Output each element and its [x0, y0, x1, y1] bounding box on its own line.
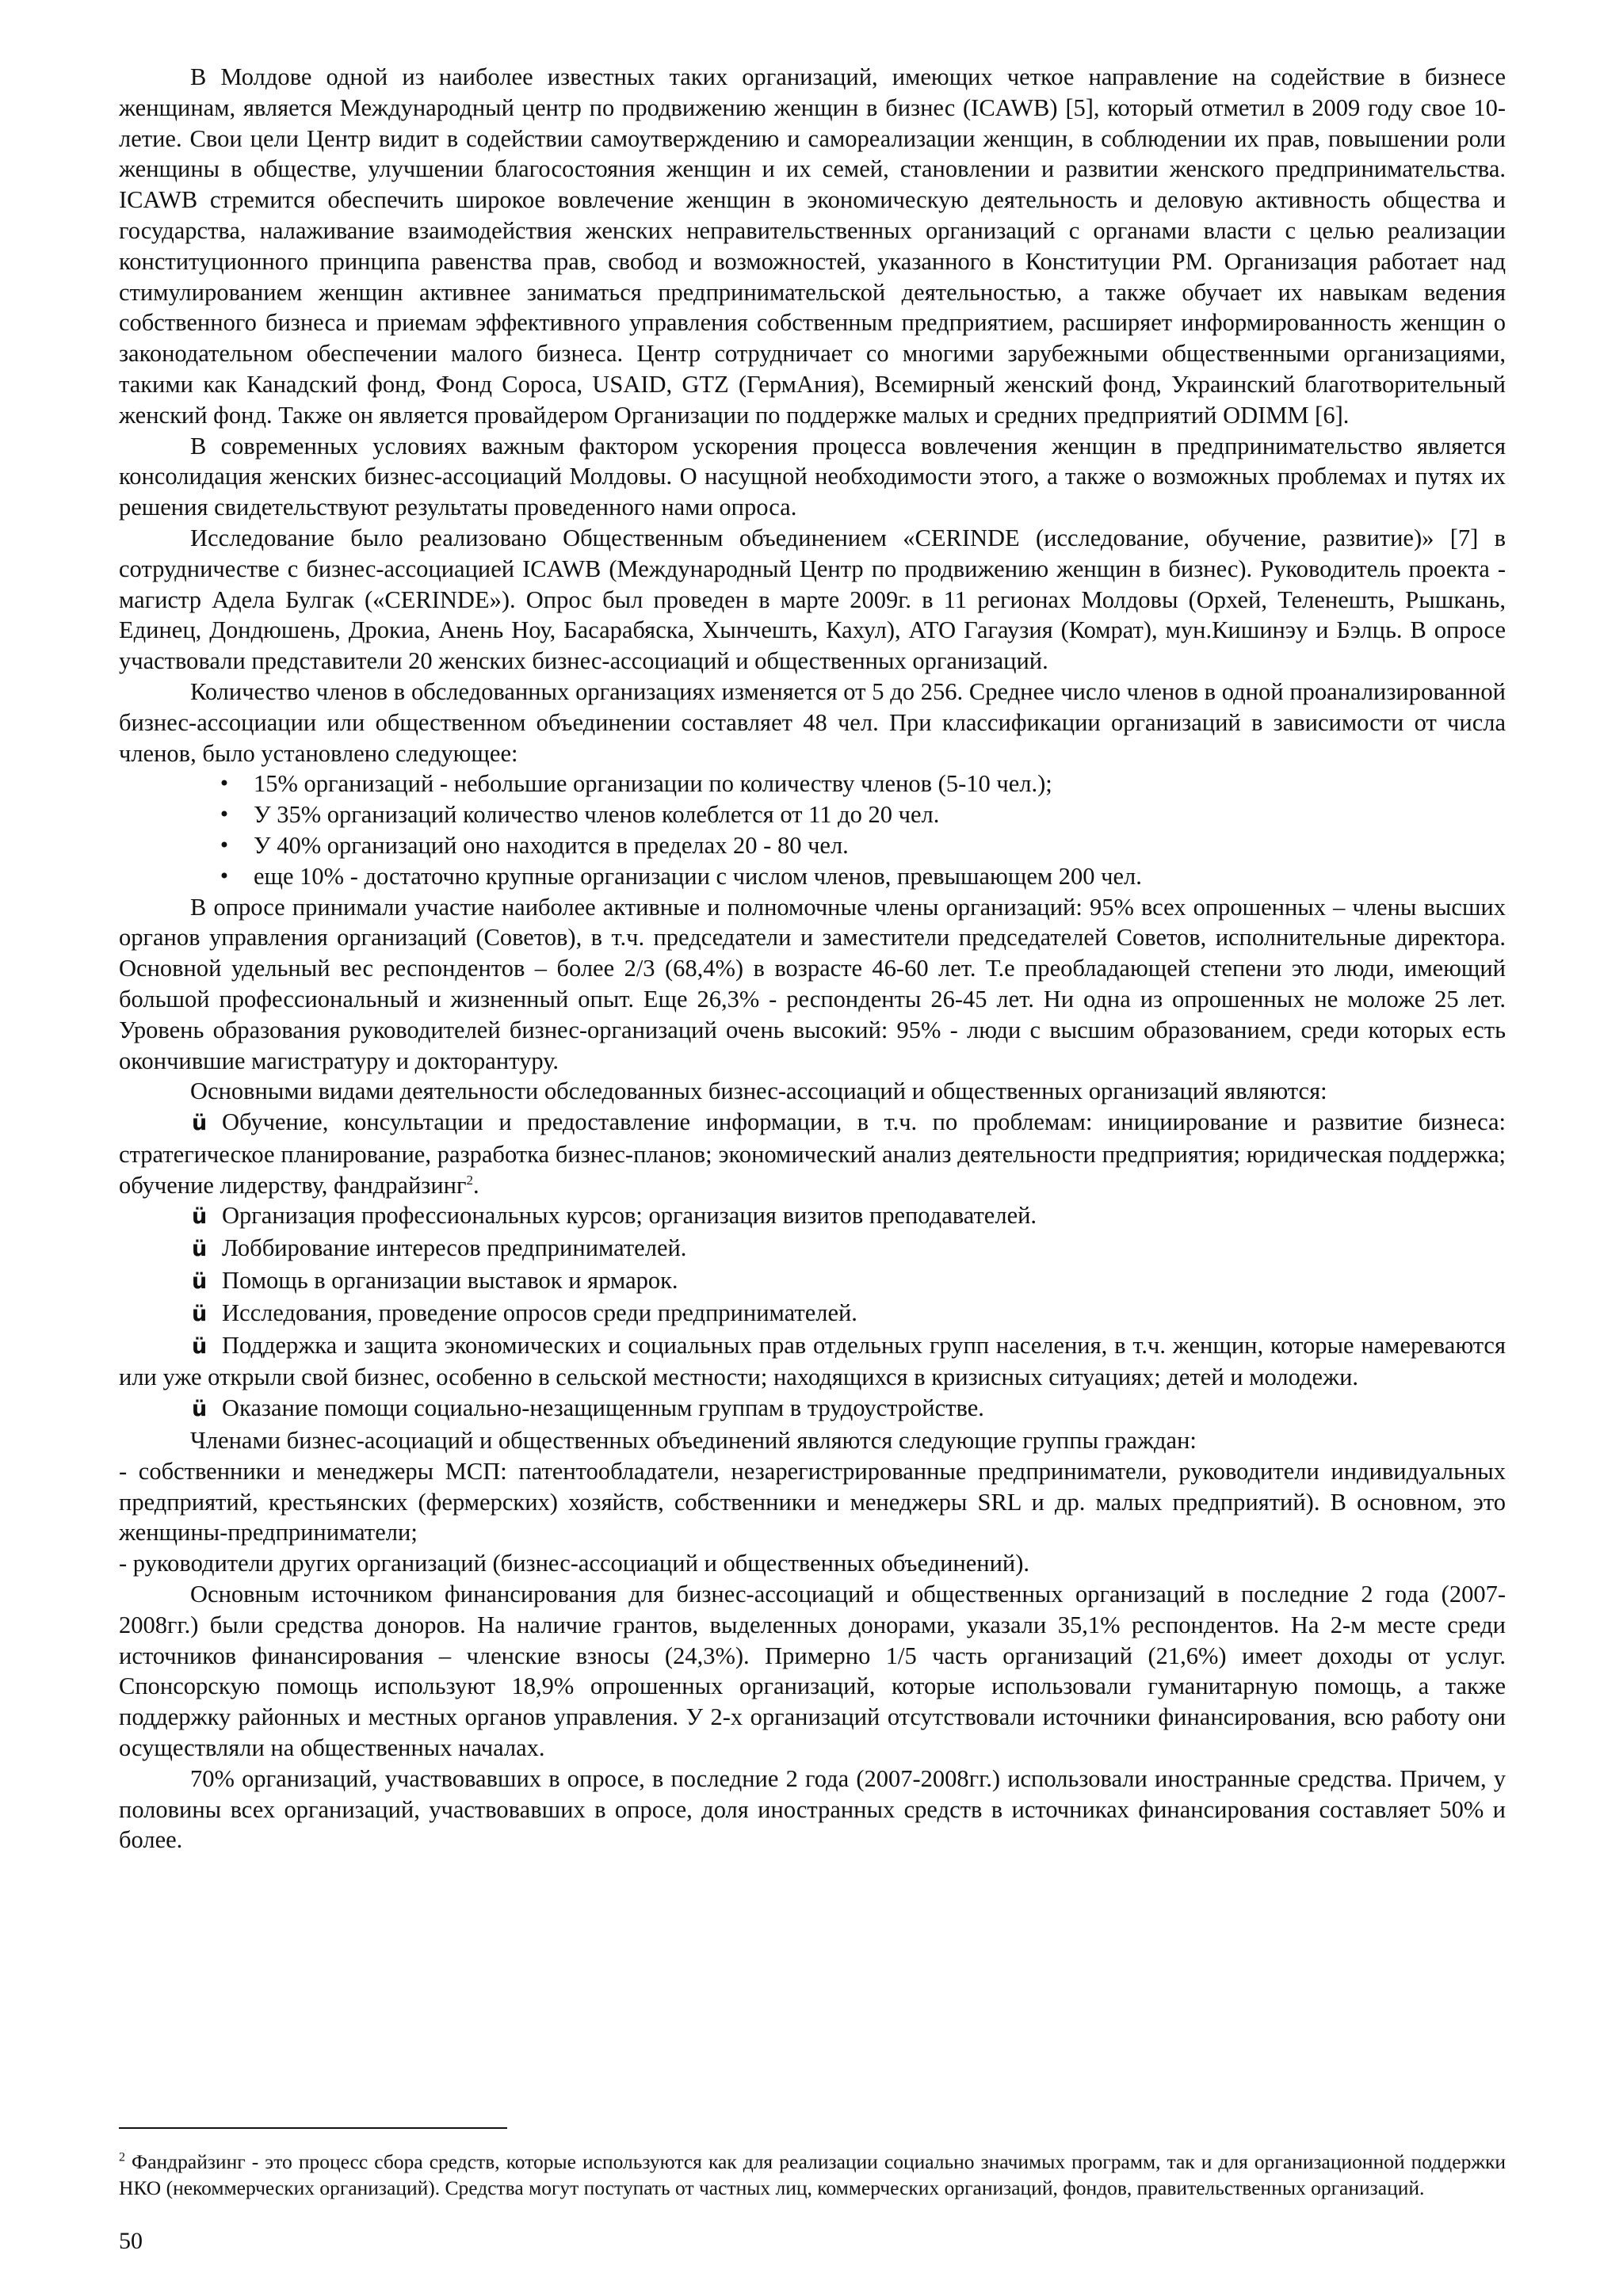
activity-item: ü Помощь в организации выставок и ярмарок.: [119, 1265, 1506, 1298]
paragraph: В современных условиях важным фактором ускорения процесса вовлечения женщин в предпринимательство является консолидация женских бизнес-ассоциаций Молдовы. О насущной необходимости этого, а также о возможных проблемах и путях их решения свидетельствуют результаты проведенного нами опроса.: [119, 432, 1506, 521]
list-item: • У 35% организаций количество членов колеблется от 11 до 20 чел.: [119, 799, 1506, 830]
bullet-icon: •: [218, 864, 231, 887]
list-item: • еще 10% - достаточно крупные организации с числом членов, превышающем 200 чел.: [119, 861, 1506, 892]
activity-item: ü Обучение, консультации и предоставление информации, в т.ч. по проблемам: инициирование и развитие бизнеса: стратегическое планирование, разработка бизнес-планов; экономический анализ деятельности предприятия; юридическая поддержка; обучение лидерству, фандрайзинг$^2$.: [119, 1108, 1506, 1199]
paragraph: - руководители других организаций (бизнес-ассоциаций и общественных объединений).: [119, 1550, 1030, 1577]
checkmark-icon: ü: [192, 1301, 208, 1326]
footnote-divider: [119, 2127, 507, 2129]
paragraph: Количество членов в обследованных организациях изменяется от 5 до 256. Среднее число членов в одной проанализированной бизнес-ассоциации или общественном объединении составляет 48 чел. При классификации организаций в зависимости от числа членов, было установлено следующее:: [119, 677, 1506, 767]
paragraph: В Молдове одной из наиболее известных таких организаций, имеющих четкое направление на содействие в бизнесе женщинам, является Международный центр по продвижению женщин в бизнес (ICAWB) [5], который отметил в 2009 году свое 10-летие. Свои цели Центр видит в содействии самоутверждению и самореализации женщин, в соблюдении их прав, повышении роли женщины в обществе, улучшении благосостояния женщин и их семей, становлении и развитии женского предпринимательства. ICAWB стремится обеспечить широкое вовлечение женщин в экономическую деятельность и деловую активность общества и государства, налаживание взаимодействия женских неправительственных организаций с органами власти с целью реализации конституционного принципа равенства прав, свобод и возможностей, указанного в Конституции РМ. Организация работает над стимулированием женщин активнее заниматься предпринимательской деятельностью, а также обучает их навыкам ведения собственного бизнеса и приемам эффективного управления собственным предприятием, расширяет информированность женщин о законодательном обеспечении малого бизнеса. Центр сотрудничает со многими зарубежными общественными организациями, такими как Канадский фонд, Фонд Сороса, USAID, GTZ (ГермАния), Всемирный женский фонд, Украинский благотворительный женский фонд. Также он является провайдером Организации по поддержке малых и средних предприятий ODIMM [6].: [119, 63, 1506, 429]
paragraph: Членами бизнес-асоциаций и общественных объединений являются следующие группы граждан:: [190, 1427, 1197, 1455]
paragraph: - собственники и менеджеры МСП: патентообладатели, незарегистрированные предприниматели, руководители индивидуальных предприятий, крестьянских (фермерских) хозяйств, собственники и менеджеры SRL и др. малых предприятий). В основном, это женщины-предприниматели;: [119, 1457, 1506, 1547]
paragraph: 70% организаций, участвовавших в опросе, в последние 2 года (2007-2008гг.) использовали иностранные средства. Причем, у половины всех организаций, участвовавших в опросе, доля иностранных средств в источниках финансирования составляет 50% и более.: [119, 1764, 1506, 1854]
body-text: [119, 62, 1506, 1855]
paragraph: В опросе принимали участие наиболее активные и полномочные члены организаций: 95% всех опрошенных – члены высших органов управления организаций (Советов), в т.ч. председатели и заместители председателей Советов, исполнительные директора. Основной удельный вес респондентов – более 2/3 (68,4%) в возрасте 46-60 лет. Т.е преобладающей степени это люди, имеющий большой профессиональный и жизненный опыт. Еще 26,3% - респонденты 26-45 лет. Ни одна из опрошенных не моложе 25 лет. Уровень образования руководителей бизнес-организаций очень высокий: 95% - люди с высшим образованием, среди которых есть окончившие магистратуру и докторантуру.: [119, 893, 1506, 1074]
activity-item: ü Оказание помощи социально-незащищенным группам в трудоустройстве.: [119, 1393, 1506, 1425]
activity-item: ü Исследования, проведение опросов среди предпринимателей.: [119, 1298, 1506, 1330]
activity-item: ü Поддержка и защита экономических и социальных прав отдельных групп населения, в т.ч. женщин, которые намереваются или уже открыли свой бизнес, особенно в сельской местности; находящихся в кризисных ситуациях; детей и молодежи.: [119, 1331, 1506, 1391]
paragraph: Исследование было реализовано Общественным объединением «CERINDE (исследование, обучение, развитие)» [7] в сотрудничестве с бизнес-ассоциацией ICAWB (Международный Центр по продвижению женщин в бизнес). Руководитель проекта - магистр Адела Булгак («CERINDE»). Опрос был проведен в марте 2009г. в 11 регионах Молдовы (Орхей, Теленешть, Рышкань, Единец, Дондюшень, Дрокиа, Анень Ноу, Басарабяска, Хынчешть, Кахул), АТО Гагаузия (Комрат), мун.Кишинэу и Бэлць. В опросе участвовали представители 20 женских бизнес-ассоциаций и общественных организаций.: [119, 524, 1506, 675]
paragraph: Основным источником финансирования для бизнес-ассоциаций и общественных организаций в последние 2 года (2007-2008гг.) были средства доноров. На наличие грантов, выделенных донорами, указали 35,1% респондентов. На 2-м месте среди источников финансирования – членские взносы (24,3%). Примерно 1/5 часть организаций (21,6%) имеет доходы от услуг. Спонсорскую помощь используют 18,9% опрошенных организаций, которые использовали гуманитарную помощь, а также поддержку районных и местных органов управления. У 2-х организаций отсутствовали источники финансирования, всю работу они осуществляли на общественных началах.: [119, 1581, 1506, 1762]
checkmark-icon: ü: [192, 1269, 208, 1295]
checkmark-icon: ü: [192, 1397, 208, 1422]
checkmark-icon: ü: [192, 1237, 208, 1262]
footnote: [119, 2149, 1506, 2201]
member-count-list: [119, 769, 1506, 891]
checkmark-icon: ü: [192, 1111, 208, 1136]
paragraph: Основными видами деятельности обследованных бизнес-ассоциаций и общественных организаций являются:: [190, 1077, 1327, 1105]
list-item: • 15% организаций - небольшие организации по количеству членов (5-10 чел.);: [119, 769, 1506, 799]
bullet-icon: •: [218, 803, 231, 826]
page-number: 50: [119, 2228, 143, 2254]
bullet-icon: •: [218, 772, 231, 795]
footnote-number: 2: [119, 2150, 125, 2164]
footnote-text: Фандрайзинг - это процесс сбора средств, которые используются как для реализации социально значимых программ, так и для организационной поддержки НКО (некоммерческих организаций). Средства могут поступать от частных лиц, коммерческих организаций, фондов, правительственных организаций.: [119, 2150, 1506, 2199]
list-item: • У 40% организаций оно находится в пределах 20 - 80 чел.: [119, 830, 1506, 861]
footnote-reference[interactable]: 2: [466, 1172, 474, 1188]
activity-item: ü Организация профессиональных курсов; организация визитов преподавателей.: [119, 1200, 1506, 1233]
checkmark-icon: ü: [192, 1204, 208, 1230]
checkmark-icon: ü: [192, 1333, 208, 1359]
activity-item: ü Лоббирование интересов предпринимателей.: [119, 1233, 1506, 1265]
bullet-icon: •: [218, 833, 231, 856]
